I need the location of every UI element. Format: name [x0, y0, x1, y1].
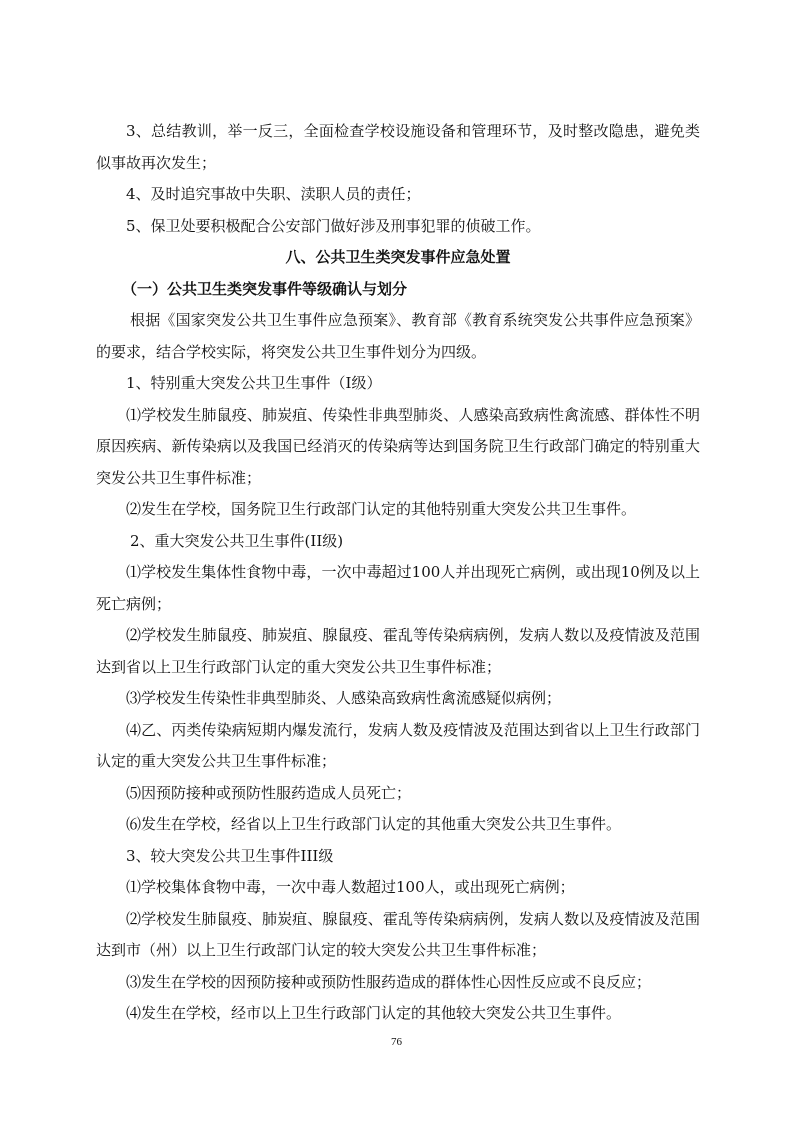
level1-item-2: ⑵发生在学校，国务院卫生行政部门认定的其他特别重大突发公共卫生事件。 — [126, 500, 637, 518]
level2-item-2: ⑵学校发生肺鼠疫、肺炭疽、腺鼠疫、霍乱等传染病病例，发病人数以及疫情波及范围达到省以上卫生行政部门认定的重大突发公共卫生事件标准； — [96, 626, 700, 676]
section-title: 八、公共卫生类突发事件应急处置 — [285, 248, 511, 266]
paragraph-item-3: 3、总结教训，举一反三，全面检查学校设施设备和管理环节，及时整改隐患，避免类似事故再次发生； — [96, 122, 700, 172]
page-number: 76 — [391, 1036, 402, 1048]
subsection-title: （一）公共卫生类突发事件等级确认与划分 — [122, 279, 408, 298]
level2-item-5: ⑸因预防接种或预防性服药造成人员死亡； — [126, 783, 412, 802]
intro-paragraph: 根据《国家突发公共卫生事件应急预案》、教育部《教育系统突发公共事件应急预案》的要求，结合学校实际，将突发公共卫生事件划分为四级。 — [96, 311, 700, 361]
level3-title: 3、较大突发公共卫生事件III级 — [126, 846, 334, 865]
level1-item-1: ⑴学校发生肺鼠疫、肺炭疽、传染性非典型肺炎、人感染高致病性禽流感、群体性不明原因疾病、新传染病以及我国已经消灭的传染病等达到国务院卫生行政部门确定的特别重大突发公共卫生事件标准； — [96, 405, 700, 487]
level2-title: 2、重大突发公共卫生事件(II级) — [130, 531, 344, 550]
level3-item-4: ⑷发生在学校，经市以上卫生行政部门认定的其他较大突发公共卫生事件。 — [126, 1004, 622, 1022]
level2-item-1: ⑴学校发生集体性食物中毒，一次中毒超过100人并出现死亡病例，或出现10例及以上死亡病例； — [96, 563, 700, 613]
level3-item-2: ⑵学校发生肺鼠疫、肺炭疽、腺鼠疫、霍乱等传染病病例，发病人数以及疫情波及范围达到市（州）以上卫生行政部门认定的较大突发公共卫生事件标准； — [96, 909, 700, 959]
level2-item-6: ⑹发生在学校，经省以上卫生行政部门认定的其他重大突发公共卫生事件。 — [126, 815, 622, 833]
paragraph-item-5: 5、保卫处要积极配合公安部门做好涉及刑事犯罪的侦破工作。 — [126, 216, 541, 235]
page-body — [96, 116, 700, 1030]
level3-item-1: ⑴学校集体食物中毒，一次中毒人数超过100人，或出现死亡病例； — [126, 878, 575, 896]
level2-item-4: ⑷乙、丙类传染病短期内爆发流行，发病人数及疫情波及范围达到省以上卫生行政部门认定的重大突发公共卫生事件标准； — [96, 720, 700, 770]
level2-item-3: ⑶学校发生传染性非典型肺炎、人感染高致病性禽流感疑似病例； — [126, 689, 562, 707]
level3-item-3: ⑶发生在学校的因预防接种或预防性服药造成的群体性心因性反应或不良反应； — [126, 972, 652, 991]
paragraph-item-4: 4、及时追究事故中失职、渎职人员的责任； — [126, 185, 421, 203]
level1-title: 1、特别重大突发公共卫生事件（I级） — [126, 374, 382, 392]
